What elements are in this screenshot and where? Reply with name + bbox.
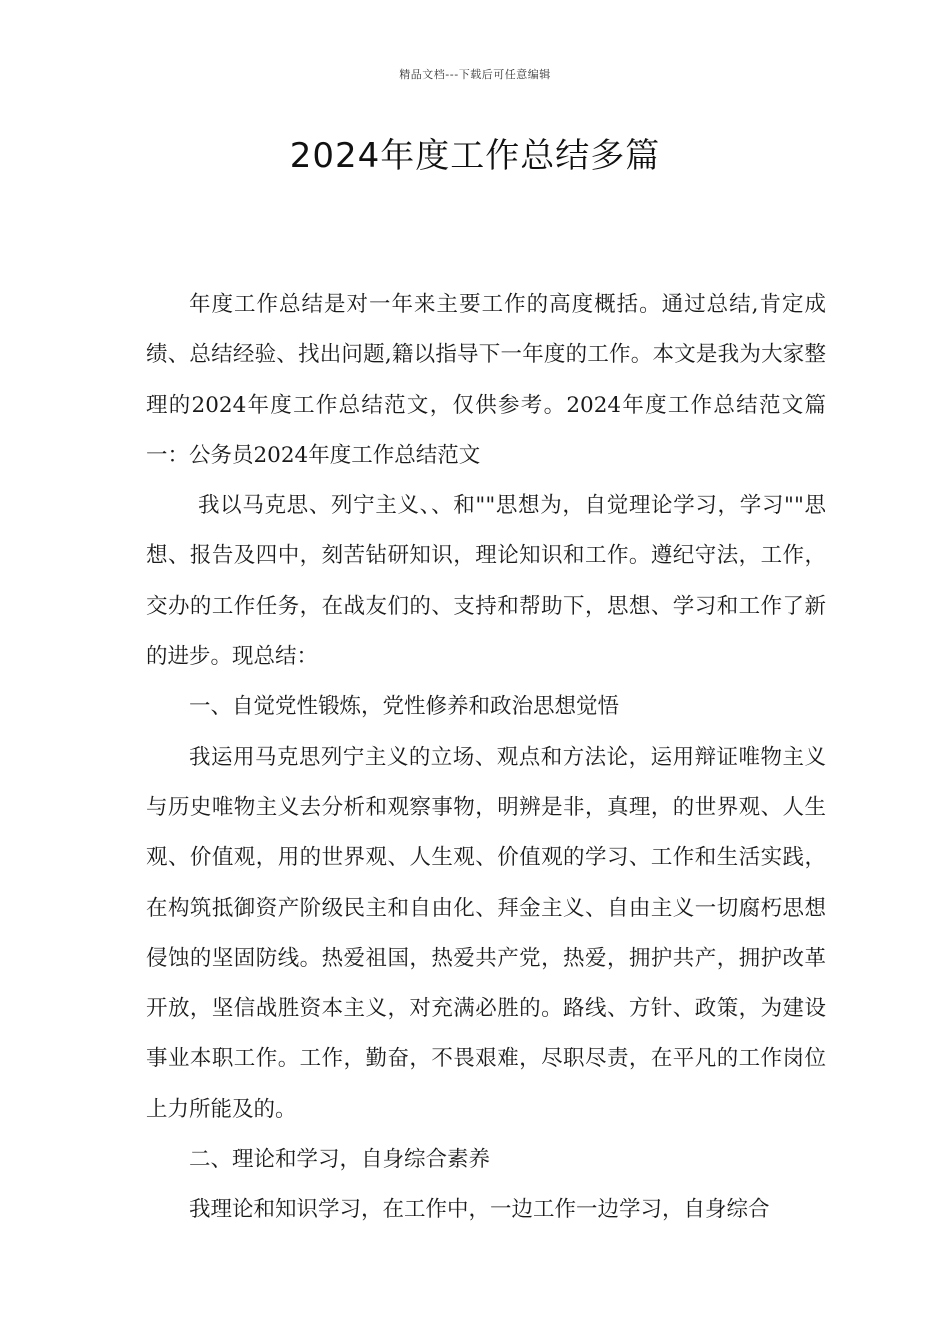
paragraph-intro: 年度工作总结是对一年来主要工作的高度概括。通过总结,肯定成绩、总结经验、找出问题,籍以指导下一年度的工作。本文是我为大家整理的2024年度工作总结范文，仅供参考。2024年度工作总结范文篇一：公务员2024年度工作总结范文 [146, 292, 826, 468]
paragraph-statement: 我以马克思、列宁主义、、和""思想为，自觉理论学习，学习""思想、报告及四中，刻苦钻研知识，理论知识和工作。遵纪守法，工作，交办的工作任务，在战友们的、支持和帮助下，思想、学习和工作了新的进步。现总结： [146, 493, 826, 670]
header-note: 精品文档---下载后可任意编辑 [399, 68, 551, 81]
page-title: 2024年度工作总结多篇 [289, 136, 661, 176]
paragraph-section-1: 我运用马克思列宁主义的立场、观点和方法论，运用辩证唯物主义与历史唯物主义去分析和观察事物，明辨是非，真理，的世界观、人生观、价值观，用的世界观、人生观、价值观的学习、工作和生活实践，在构筑抵御资产阶级民主和自由化、拜金主义、自由主义一切腐朽思想侵蚀的坚固防线。热爱祖国，热爱共产党，热爱，拥护共产，拥护改革开放，坚信战胜资本主义，对充满必胜的。路线、方针、政策，为建设事业本职工作。工作，勤奋，不畏艰难，尽职尽责，在平凡的工作岗位上力所能及的。 [146, 744, 826, 1122]
paragraph-section-2: 我理论和知识学习，在工作中，一边工作一边学习，自身综合 [189, 1197, 770, 1223]
document-body [146, 280, 826, 1236]
section-heading-1: 一、自觉党性锻炼，党性修养和政治思想觉悟 [189, 694, 620, 720]
section-heading-2: 二、理论和学习，自身综合素养 [189, 1147, 491, 1173]
